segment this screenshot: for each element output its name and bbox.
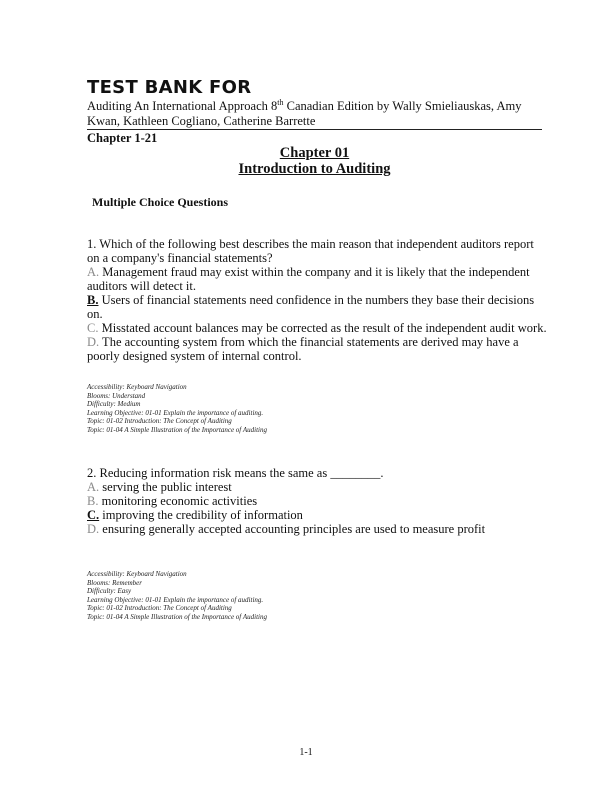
option-text: monitoring economic activities xyxy=(98,494,258,508)
option-c xyxy=(87,321,547,335)
option-b xyxy=(87,293,547,321)
meta-line: Learning Objective: 01-01 Explain the importance of auditing. xyxy=(87,595,264,604)
option-a xyxy=(87,265,547,293)
option-text: The accounting system from which the financial statements are derived may have a poorly designed system of internal control. xyxy=(87,335,519,363)
option-letter: D. xyxy=(87,522,100,536)
book-citation xyxy=(87,99,542,128)
option-c xyxy=(87,508,547,522)
correct-option-letter: B. xyxy=(87,293,99,307)
header-divider xyxy=(87,129,542,130)
page-number: 1-1 xyxy=(299,747,313,758)
question-2-metadata xyxy=(87,570,267,622)
question-1-metadata xyxy=(87,383,267,435)
option-letter: C. xyxy=(87,321,99,335)
option-text: improving the credibility of information xyxy=(99,508,303,522)
chapter-name: Introduction to Auditing xyxy=(238,161,391,177)
option-b xyxy=(87,494,547,508)
option-text: ensuring generally accepted accounting principles are used to measure profit xyxy=(99,522,486,536)
chapter-number: Chapter 01 xyxy=(279,145,350,161)
meta-line: Accessibility: Keyboard Navigation xyxy=(87,383,187,391)
option-text: Users of financial statements need confidence in the numbers they base their decisions on. xyxy=(87,293,535,321)
citation-post: Canadian Edition by Wally Smieliauskas, Amy Kwan, Kathleen Cogliano, Catherine Barrette xyxy=(87,99,522,128)
meta-line: Difficulty: Medium xyxy=(87,400,141,409)
citation-pre: Auditing An International Approach 8 xyxy=(87,99,278,113)
meta-line: Topic: 01-04 A Simple Illustration of the Importance of Auditing xyxy=(87,612,267,621)
option-text: serving the public interest xyxy=(99,480,232,494)
option-a xyxy=(87,480,547,494)
option-letter: B. xyxy=(87,494,99,508)
correct-option-letter: C. xyxy=(87,508,100,522)
meta-line: Blooms: Remember xyxy=(87,578,143,587)
meta-line: Topic: 01-02 Introduction: The Concept of Auditing xyxy=(87,604,232,613)
meta-line: Accessibility: Keyboard Navigation xyxy=(87,570,187,578)
citation-superscript: th xyxy=(277,97,284,107)
question-stem: 2. Reducing information risk means the same as ________. xyxy=(87,466,384,480)
meta-line: Topic: 01-04 A Simple Illustration of the Importance of Auditing xyxy=(87,425,267,434)
meta-line: Difficulty: Easy xyxy=(87,587,132,596)
option-text: Misstated account balances may be corrected as the result of the independent audit work. xyxy=(98,321,547,335)
option-letter: A. xyxy=(87,480,100,494)
chapter-heading xyxy=(87,145,542,177)
document-title: TEST BANK FOR xyxy=(87,77,252,98)
question-1 xyxy=(87,237,547,363)
option-text: Management fraud may exist within the company and it is likely that the independent auditors will detect it. xyxy=(87,265,530,293)
option-d xyxy=(87,522,547,536)
section-title: Multiple Choice Questions xyxy=(92,195,229,209)
question-2 xyxy=(87,466,547,536)
document-header xyxy=(87,78,542,146)
option-letter: D. xyxy=(87,335,100,349)
chapter-range: Chapter 1-21 xyxy=(87,131,158,145)
meta-line: Learning Objective: 01-01 Explain the importance of auditing. xyxy=(87,408,264,417)
meta-line: Blooms: Understand xyxy=(87,391,146,400)
option-d xyxy=(87,335,547,363)
option-letter: A. xyxy=(87,265,100,279)
question-stem: 1. Which of the following best describes the main reason that independent auditors report on a company's financial statements? xyxy=(87,237,534,265)
meta-line: Topic: 01-02 Introduction: The Concept of Auditing xyxy=(87,417,232,426)
